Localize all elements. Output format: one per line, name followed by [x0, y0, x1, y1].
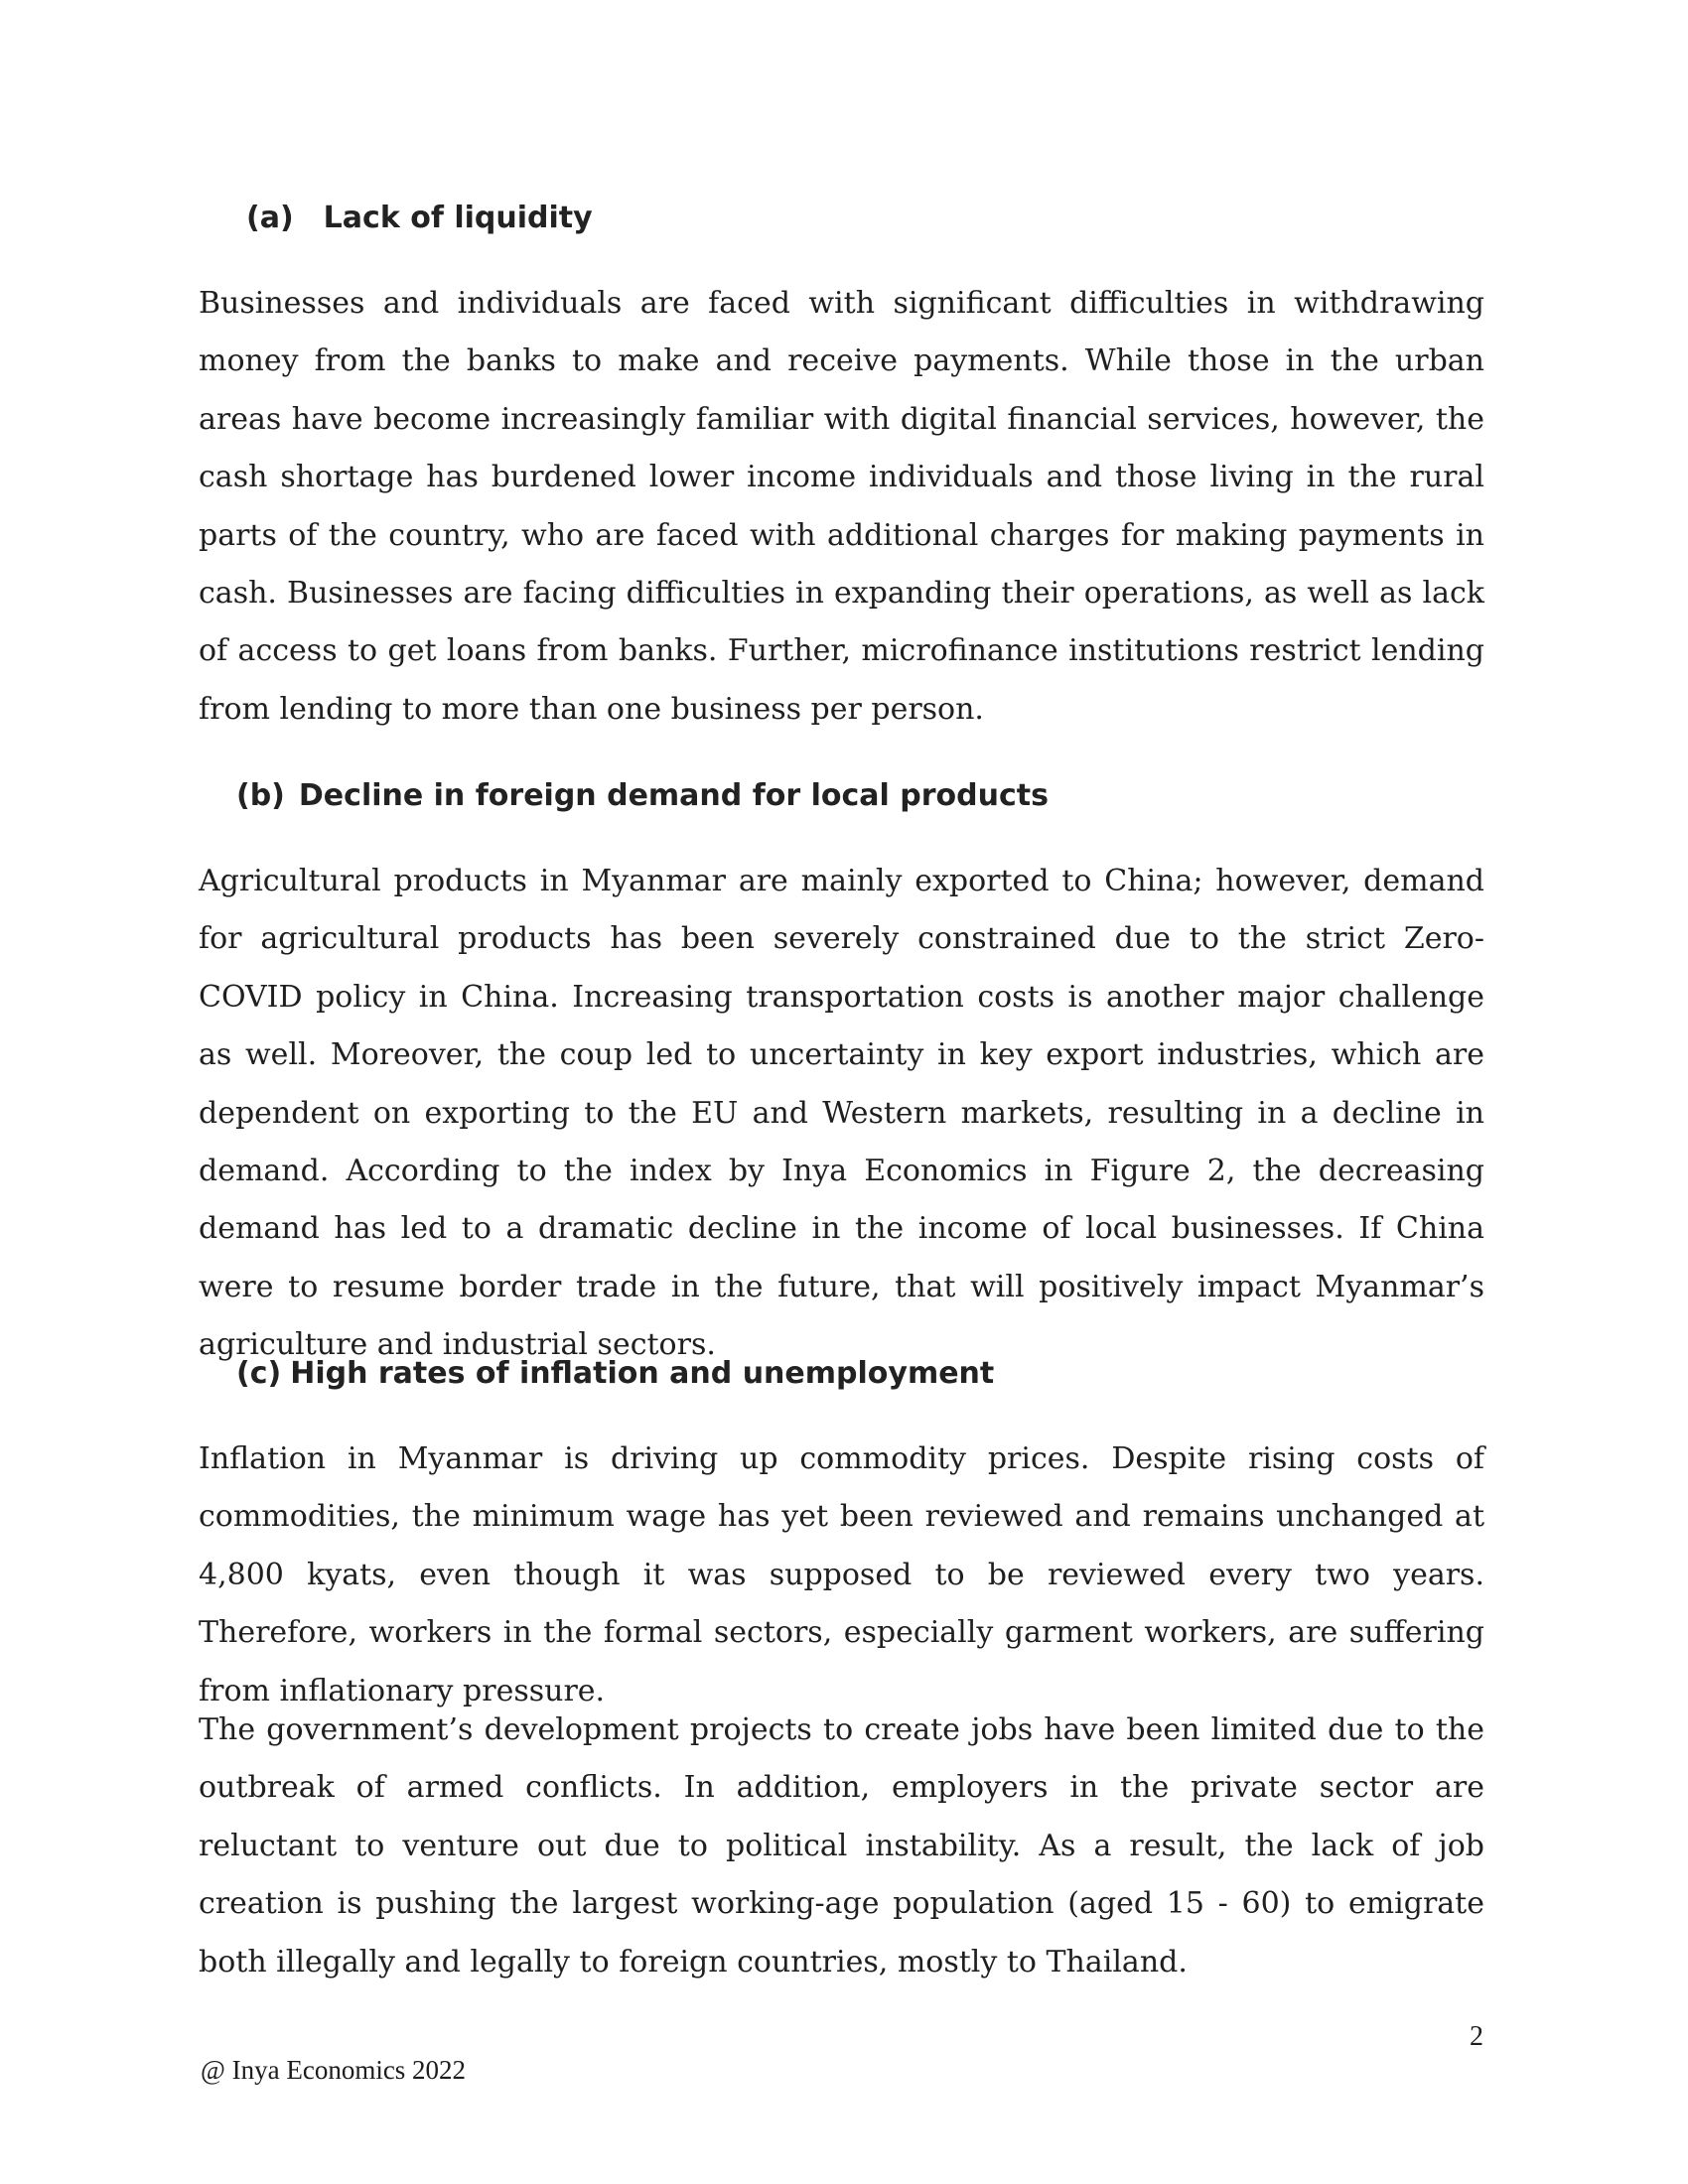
section-title-b: Decline in foreign demand for local products — [298, 778, 1049, 813]
paragraph-foreign-demand: Agricultural products in Myanmar are mainly exported to China; however, demand for agricultural products has been severely constrained due to the strict Zero-COVID policy in China. Increasing transportation costs is another major challenge as well. Moreover, the coup led to uncertainty in key export industries, which are dependent on exporting to the EU and Western markets, resulting in a decline in demand. According to the index by Inya Economics in Figure 2, the decreasing demand has led to a dramatic decline in the income of local businesses. If China were to resume border trade in the future, that will positively impact Myanmar’s agriculture and industrial sectors. — [199, 864, 1484, 1363]
paragraph-unemployment: The government’s development projects to create jobs have been limited due to the outbreak of armed conflicts. In addition, employers in the private sector are reluctant to venture out due to political instability. As a result, the lack of job creation is pushing the largest working-age population (aged 15 - 60) to emigrate both illegally and legally to foreign countries, mostly to Thailand. — [199, 1712, 1484, 1979]
section-marker-b: (b) — [236, 778, 285, 813]
section-title-a: Lack of liquidity — [323, 201, 593, 235]
page-number: 2 — [1470, 2021, 1483, 2052]
section-marker-a: (a) — [246, 201, 294, 235]
section-heading-b — [236, 776, 1049, 816]
section-title-c: High rates of inflation and unemployment — [290, 1356, 995, 1391]
section-heading-c — [236, 1354, 994, 1394]
paragraph-liquidity: Businesses and individuals are faced with significant difficulties in withdrawing money from the banks to make and receive payments. While those in the urban areas have become increasingly familiar with digital financial services, however, the cash shortage has burdened lower income individuals and those living in the rural parts of the country, who are faced with additional charges for making payments in cash. Businesses are facing difficulties in expanding their operations, as well as lack of access to get loans from banks. Further, microfinance institutions restrict lending from lending to more than one business per person. — [199, 286, 1484, 727]
section-marker-c: (c) — [236, 1356, 282, 1391]
footer-copyright: @ Inya Economics 2022 — [201, 2055, 467, 2085]
section-heading-a — [246, 199, 593, 238]
paragraph-inflation: Inflation in Myanmar is driving up commodity prices. Despite rising costs of commodities, the minimum wage has yet been reviewed and remains unchanged at 4,800 kyats, even though it was supposed to be reviewed every two years. Therefore, workers in the formal sectors, especially garment workers, are suffering from inflationary pressure. — [199, 1441, 1484, 1708]
